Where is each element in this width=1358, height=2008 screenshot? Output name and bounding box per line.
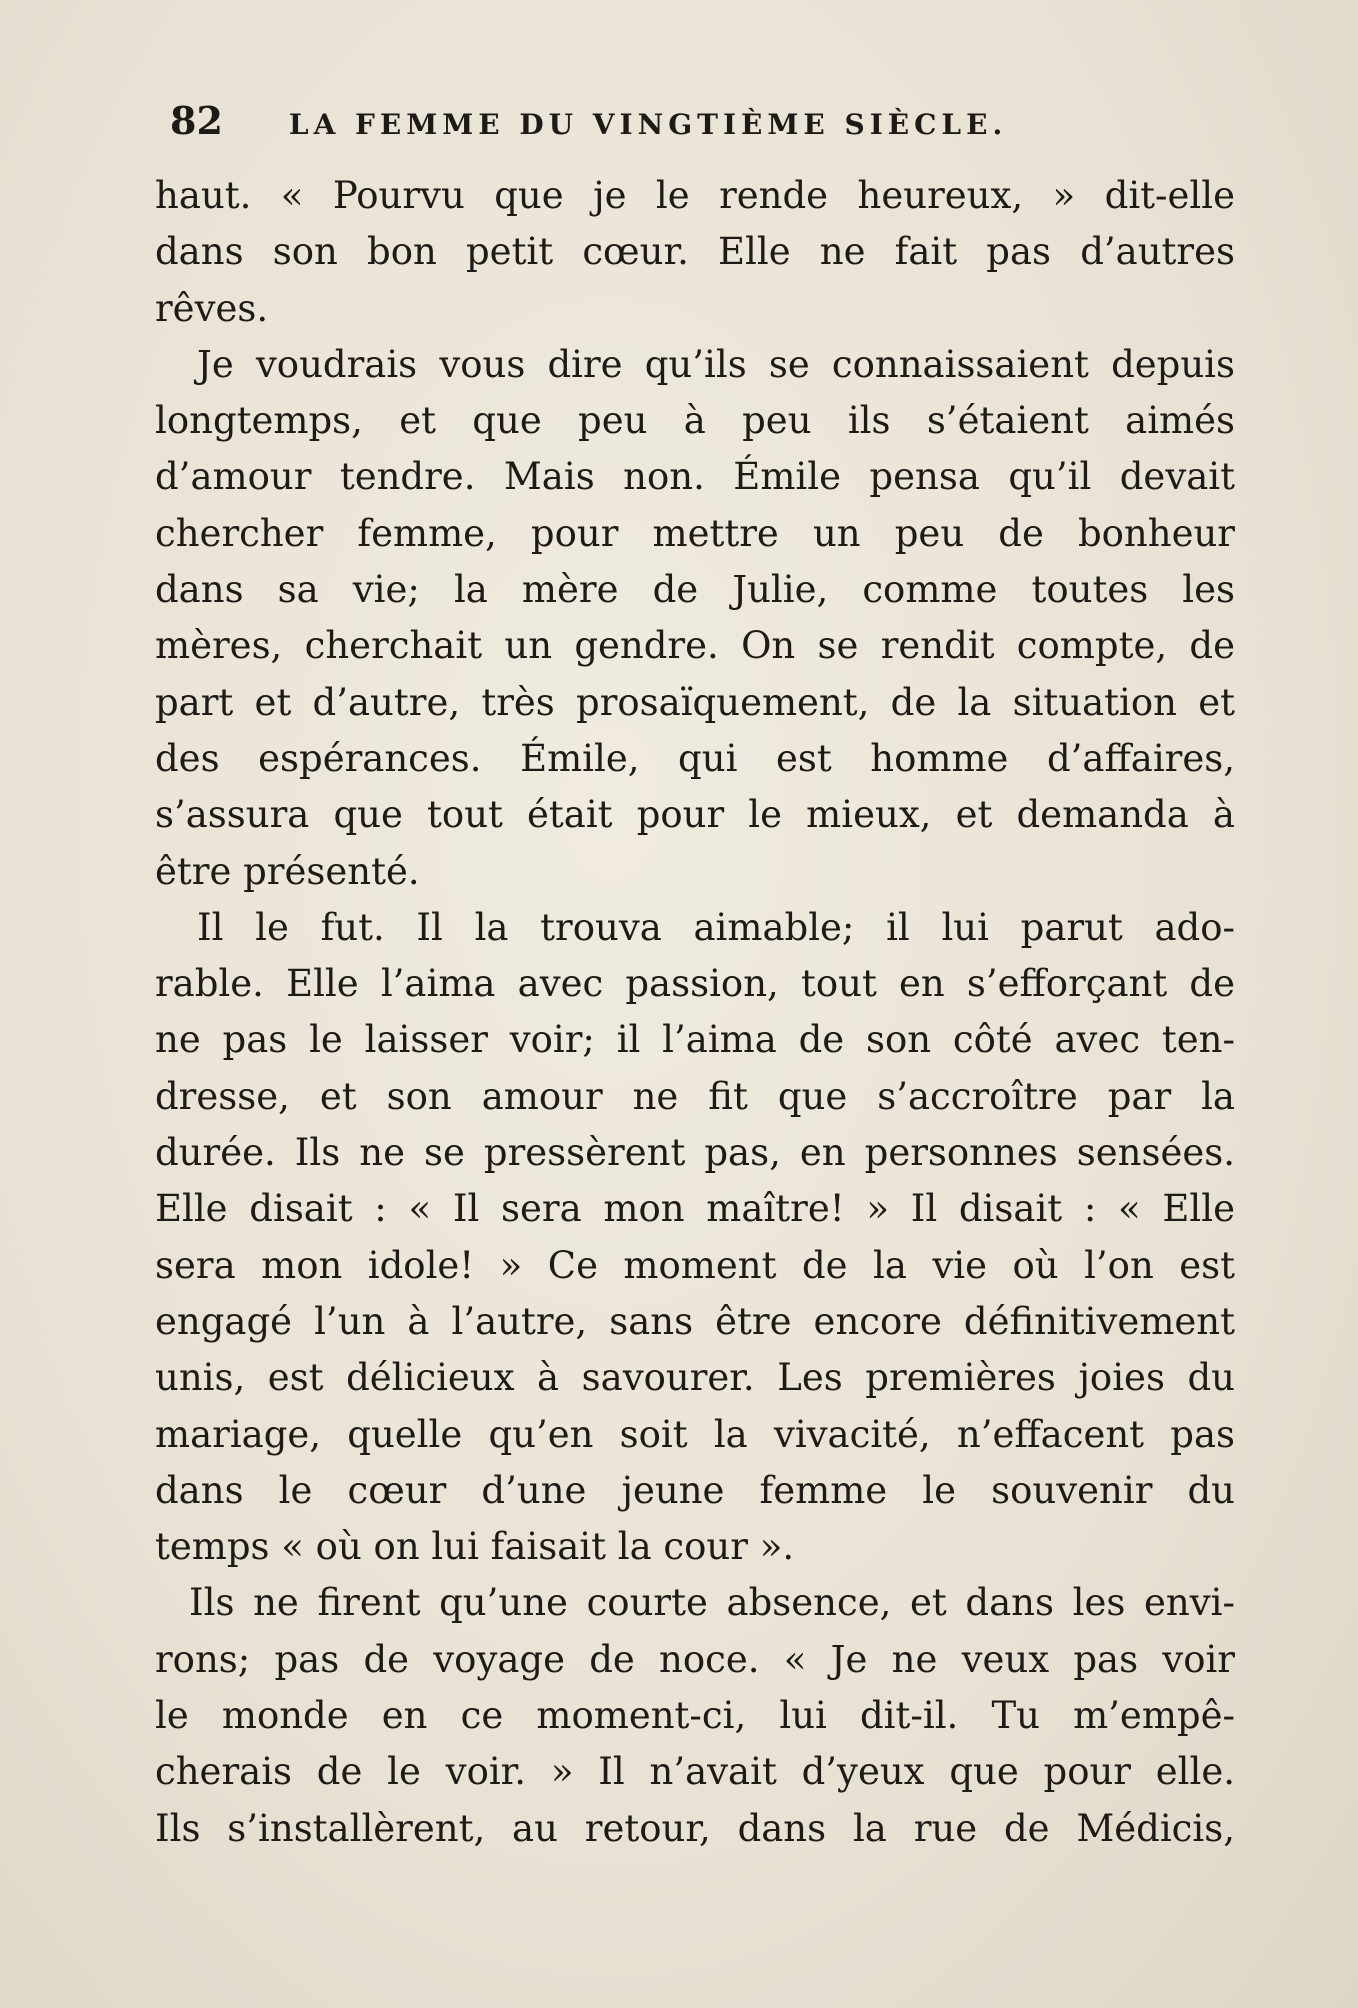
text-line: Ils s’installèrent, au retour, dans la rue de Médicis, bbox=[155, 1806, 1235, 1850]
text-line: unis, est délicieux à savourer. Les premières joies du bbox=[155, 1356, 1235, 1400]
text-line: être présenté. bbox=[155, 849, 420, 893]
paragraph-first-line: Ils ne firent qu’une courte absence, et dans les envi- bbox=[189, 1581, 1235, 1625]
text-line: dresse, et son amour ne fit que s’accroître par la bbox=[155, 1074, 1235, 1118]
text-line: Elle disait : « Il sera mon maître! » Il disait : « Elle bbox=[155, 1187, 1235, 1231]
text-line: durée. Ils ne se pressèrent pas, en personnes sensées. bbox=[155, 1131, 1235, 1175]
text-line: dans son bon petit cœur. Elle ne fait pas d’autres bbox=[155, 230, 1235, 274]
text-line: s’assura que tout était pour le mieux, et demanda à bbox=[155, 793, 1235, 837]
text-line: dans sa vie; la mère de Julie, comme toutes les bbox=[155, 568, 1235, 612]
paragraph-first-line: Il le fut. Il la trouva aimable; il lui parut ado- bbox=[197, 905, 1235, 949]
text-line: rons; pas de voyage de noce. « Je ne veux pas voir bbox=[155, 1637, 1235, 1681]
text-line: ne pas le laisser voir; il l’aima de son côté avec ten- bbox=[155, 1018, 1235, 1062]
text-line: le monde en ce moment-ci, lui dit-il. Tu m’empê- bbox=[155, 1694, 1235, 1738]
text-line: rêves. bbox=[155, 286, 269, 330]
text-line: mariage, quelle qu’en soit la vivacité, n’effacent pas bbox=[155, 1412, 1235, 1456]
text-line: temps « où on lui faisait la cour ». bbox=[155, 1525, 795, 1569]
text-line: dans le cœur d’une jeune femme le souvenir du bbox=[155, 1468, 1235, 1512]
text-line: engagé l’un à l’autre, sans être encore définitivement bbox=[155, 1299, 1235, 1343]
text-line: sera mon idole! » Ce moment de la vie où l’on est bbox=[155, 1243, 1235, 1287]
running-title: LA FEMME DU VINGTIÈME SIÈCLE. bbox=[288, 108, 1008, 141]
page-number: 82 bbox=[170, 98, 223, 143]
running-head bbox=[170, 98, 1170, 148]
text-line: d’amour tendre. Mais non. Émile pensa qu’il devait bbox=[155, 455, 1235, 499]
text-line: haut. « Pourvu que je le rende heureux, » dit-elle bbox=[155, 174, 1235, 217]
text-line: part et d’autre, très prosaïquement, de la situation et bbox=[155, 680, 1235, 724]
text-line: cherais de le voir. » Il n’avait d’yeux que pour elle. bbox=[155, 1750, 1235, 1794]
text-line: chercher femme, pour mettre un peu de bonheur bbox=[155, 511, 1235, 555]
paragraph-first-line: Je voudrais vous dire qu’ils se connaissaient depuis bbox=[197, 342, 1235, 386]
body-text bbox=[155, 168, 1235, 1857]
text-line: rable. Elle l’aima avec passion, tout en s’efforçant de bbox=[155, 962, 1235, 1006]
text-line: mères, cherchait un gendre. On se rendit compte, de bbox=[155, 624, 1235, 668]
text-line: des espérances. Émile, qui est homme d’affaires, bbox=[155, 736, 1235, 780]
text-line: longtemps, et que peu à peu ils s’étaient aimés bbox=[155, 399, 1235, 443]
